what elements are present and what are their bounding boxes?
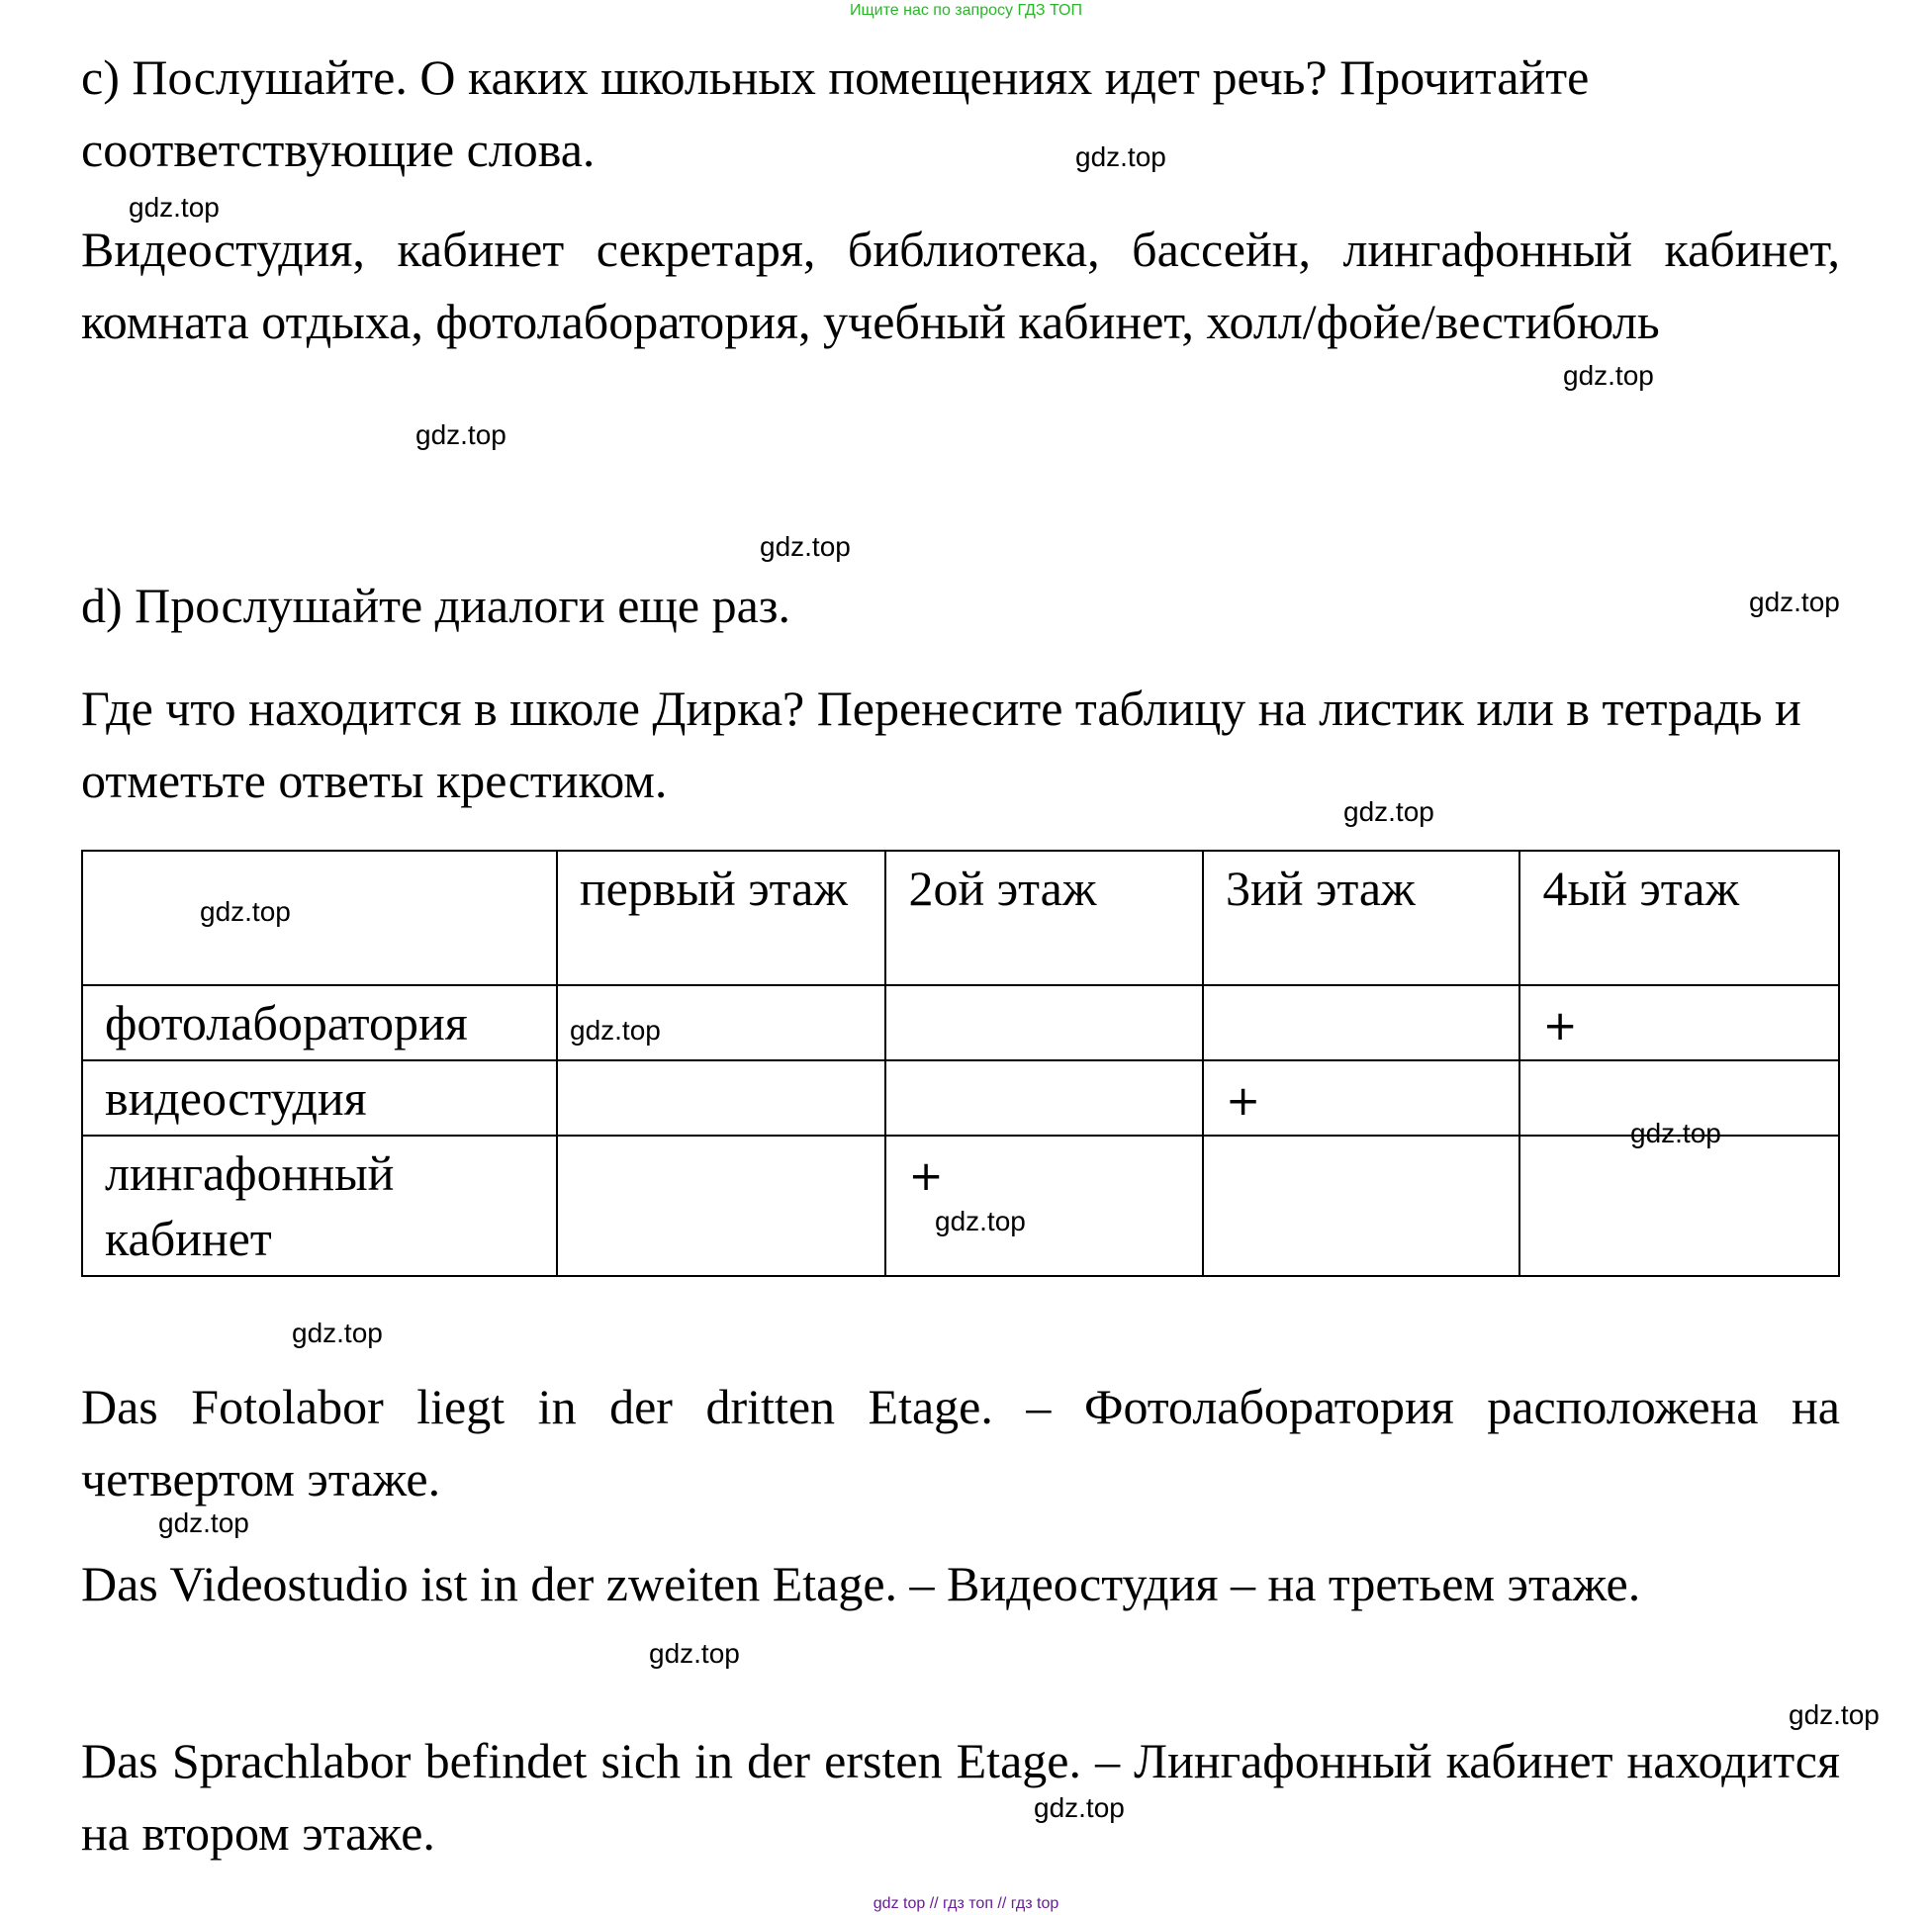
watermark: gdz.top: [200, 896, 291, 927]
table-cell: [885, 985, 1203, 1060]
table-cell: [885, 1136, 1203, 1276]
watermark: gdz.top: [415, 419, 506, 450]
watermark: gdz.top: [1749, 587, 1840, 617]
table-cell: [885, 1060, 1203, 1136]
footer-links[interactable]: gdz top // гдз топ // гдз top: [873, 1895, 1059, 1912]
section-c-words: Видеостудия, кабинет секретаря, библиотека, бассейн, лингафонный кабинет, комната отдыха, фотолаборатория, учебный кабинет, холл/фойе/вестибюль: [81, 222, 1840, 349]
section-d-instruction: Где что находится в школе Дирка? Перенесите таблицу на листик или в тетрадь и отметьте ответы крестиком.: [81, 681, 1801, 808]
watermark: gdz.top: [1789, 1699, 1880, 1730]
table-header-cell: 3ий этаж: [1203, 851, 1520, 985]
watermark: gdz.top: [292, 1318, 383, 1348]
table-header-cell: [82, 851, 557, 985]
table-header-cell: 4ый этаж: [1519, 851, 1839, 985]
sentence-1: Das Fotolabor liegt in der dritten Etage. – Фотолаборатория расположена на четвертом этаже.: [81, 1379, 1840, 1506]
table-cell: [1203, 985, 1520, 1060]
watermark: gdz.top: [129, 192, 220, 223]
table-cell: [1203, 1136, 1520, 1276]
watermark: gdz.top: [1075, 141, 1166, 172]
table-header-row: [82, 851, 1839, 985]
sentence-3: Das Sprachlabor befindet sich in der ersten Etage. – Лингафонный кабинет находится на втором этаже.: [81, 1733, 1840, 1861]
watermark: gdz.top: [1630, 1118, 1721, 1148]
watermark: gdz.top: [935, 1206, 1026, 1236]
row-label: видеостудия: [82, 1060, 557, 1136]
table-header-cell: первый этаж: [557, 851, 886, 985]
row-label: лингафонный кабинет: [82, 1136, 557, 1276]
row-label: фотолаборатория: [82, 985, 557, 1060]
cross-mark: +: [1542, 1001, 1578, 1049]
sentence-2: Das Videostudio ist in der zweiten Etage. – Видеостудия – на третьем этаже.: [81, 1556, 1641, 1611]
cross-mark: +: [1225, 1076, 1261, 1125]
site-banner[interactable]: Ищите нас по запросу ГДЗ ТОП: [850, 2, 1082, 19]
watermark: gdz.top: [649, 1638, 740, 1669]
table-cell: [1519, 1136, 1839, 1276]
table-row: [82, 1060, 1839, 1136]
table-row: [82, 985, 1839, 1060]
watermark: gdz.top: [570, 1015, 661, 1046]
table-cell: [557, 1060, 886, 1136]
watermark: gdz.top: [1563, 360, 1654, 391]
watermark: gdz.top: [760, 531, 851, 562]
table-cell: [1203, 1060, 1520, 1136]
watermark: gdz.top: [1343, 796, 1434, 827]
section-d-heading: d) Прослушайте диалоги еще раз.: [81, 578, 791, 633]
table-cell: [557, 1136, 886, 1276]
table-header-cell: 2ой этаж: [885, 851, 1203, 985]
watermark: gdz.top: [158, 1507, 249, 1538]
section-c-heading: c) Послушайте. О каких школьных помещениях идет речь? Прочитайте соответствующие слова.: [81, 49, 1590, 177]
cross-mark: +: [908, 1151, 944, 1200]
table-cell: [1519, 985, 1839, 1060]
watermark: gdz.top: [1034, 1792, 1125, 1823]
